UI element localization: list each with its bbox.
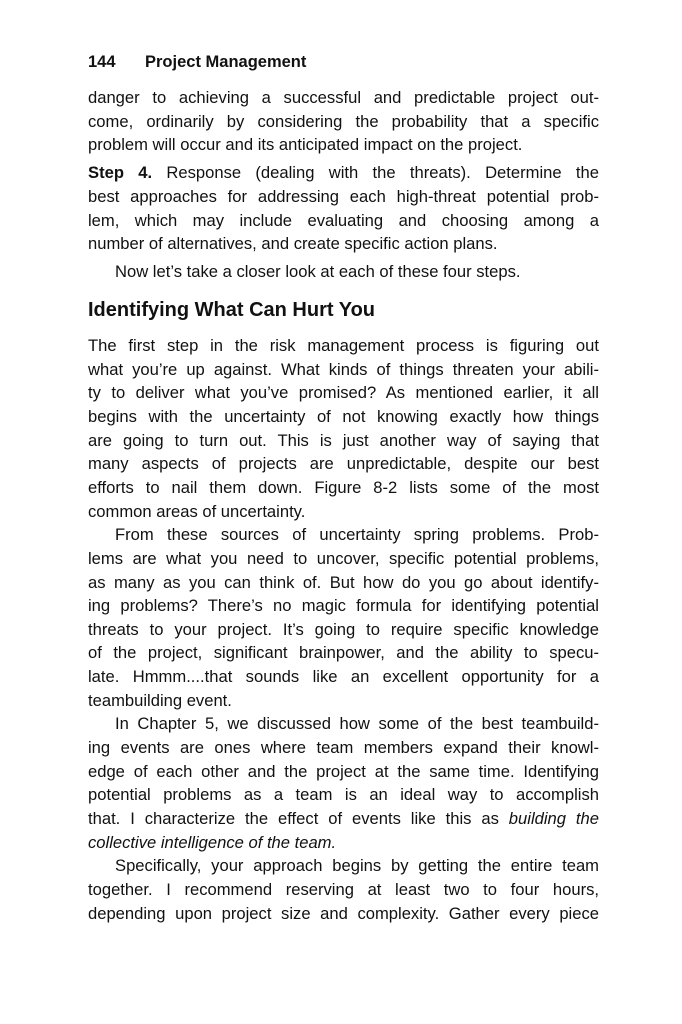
text-span: ty to deliver what you’ve promised? As mentioned earlier, it all — [88, 383, 599, 403]
text-line — [88, 618, 599, 642]
text-span: From these sources of uncertainty spring problems. Prob- — [115, 525, 599, 545]
text-span: best approaches for addressing each high-threat potential prob- — [88, 187, 599, 207]
text-span: danger to achieving a successful and predictable project out- — [88, 88, 599, 107]
text-line — [88, 260, 599, 284]
running-header — [88, 53, 306, 72]
text-line — [88, 209, 599, 233]
text-span: ing events are ones where team members expand their knowl- — [88, 738, 599, 758]
text-span: threats to your project. It’s going to require specific knowledge — [88, 619, 599, 639]
bold-label: Step 4. — [88, 163, 153, 183]
text-line — [88, 571, 599, 595]
text-line — [88, 161, 599, 185]
text-line — [88, 232, 599, 256]
text-line — [88, 641, 599, 665]
text-line — [88, 783, 599, 807]
text-span: efforts to nail them down. Figure 8-2 lists some of the most — [88, 477, 599, 497]
text-line — [88, 133, 599, 157]
text-span: problem will occur and its anticipated impact on the project. — [88, 135, 523, 155]
text-span: ing problems? There’s no magic formula for identifying potential — [88, 596, 599, 616]
italic-text: collective intelligence of the team. — [88, 832, 337, 852]
text-line — [88, 547, 599, 571]
text-line — [88, 831, 599, 855]
text-span: The first step in the risk management process is figuring out — [88, 336, 599, 356]
text-span: are going to turn out. This is just another way of saying that — [88, 430, 599, 450]
text-line — [88, 594, 599, 618]
text-span: edge of each other and the project at the same time. Identifying — [88, 761, 599, 781]
text-line — [88, 854, 599, 878]
text-span: Response (dealing with the threats). Determine the — [152, 163, 599, 183]
body-text — [88, 86, 599, 925]
text-span: lems are what you need to uncover, specific potential problems, — [88, 548, 599, 568]
running-title: Project Management — [145, 53, 307, 71]
paragraph — [88, 854, 599, 925]
text-span: potential problems as a team is an ideal way to accomplish — [88, 785, 599, 805]
text-span: many aspects of projects are unpredictable, despite our best — [88, 454, 599, 474]
text-span: Specifically, your approach begins by getting the entire team — [115, 856, 599, 876]
paragraph — [88, 523, 599, 712]
text-line — [88, 760, 599, 784]
text-span: late. Hmmm....that sounds like an excellent opportunity for a — [88, 667, 599, 687]
text-span: that. I characterize the effect of events like this as — [88, 808, 509, 828]
text-span: lem, which may include evaluating and choosing among a — [88, 210, 599, 230]
text-line — [88, 86, 599, 110]
text-line — [88, 523, 599, 547]
text-line — [88, 712, 599, 736]
text-line — [88, 185, 599, 209]
text-line — [88, 429, 599, 453]
text-line — [88, 334, 599, 358]
paragraph — [88, 334, 599, 523]
text-span: begins with the uncertainty of not knowing exactly how things — [88, 407, 599, 427]
text-line — [88, 358, 599, 382]
text-line — [88, 736, 599, 760]
text-span: Now let’s take a closer look at each of these four steps. — [115, 262, 521, 282]
paragraph — [88, 86, 599, 157]
text-line — [88, 878, 599, 902]
page-number: 144 — [88, 53, 116, 71]
paragraph — [88, 260, 599, 284]
text-line — [88, 110, 599, 134]
paragraph — [88, 712, 599, 854]
text-span: In Chapter 5, we discussed how some of the best teambuild- — [115, 714, 599, 734]
text-span: come, ordinarily by considering the probability that a specific — [88, 111, 599, 131]
text-span: common areas of uncertainty. — [88, 501, 306, 521]
text-span: teambuilding event. — [88, 690, 232, 710]
paragraph — [88, 161, 599, 256]
text-span: number of alternatives, and create specific action plans. — [88, 234, 498, 254]
text-line — [88, 665, 599, 689]
text-span: of the project, significant brainpower, and the ability to specu- — [88, 643, 599, 663]
text-line — [88, 902, 599, 926]
text-span: together. I recommend reserving at least two to four hours, — [88, 879, 599, 899]
text-span: depending upon project size and complexity. Gather every piece — [88, 903, 599, 923]
text-line — [88, 476, 599, 500]
text-line — [88, 405, 599, 429]
text-span: what you’re up against. What kinds of things threaten your abili- — [88, 359, 599, 379]
text-line — [88, 689, 599, 713]
text-line — [88, 500, 599, 524]
text-line — [88, 807, 599, 831]
section-heading: Identifying What Can Hurt You — [88, 299, 376, 322]
text-line — [88, 452, 599, 476]
text-line — [88, 381, 599, 405]
text-span: as many as you can think of. But how do you go about identify- — [88, 572, 599, 592]
italic-text: building the — [508, 808, 599, 828]
